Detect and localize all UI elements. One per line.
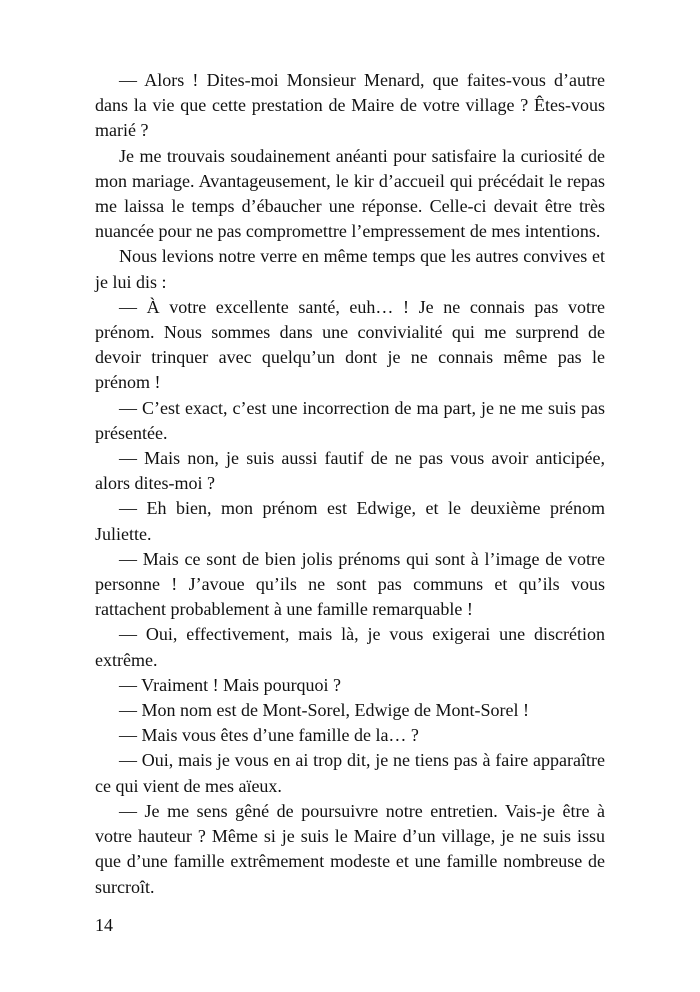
paragraph: — Vraiment ! Mais pourquoi ? — [119, 674, 342, 695]
paragraph: — Alors ! Dites-moi Monsieur Menard, que faites-vous d’autre dans la vie que cette prestation de Maire de votre village ? Êtes-vous marié ? — [95, 70, 605, 141]
paragraph: — Oui, effectivement, mais là, je vous exigerai une discrétion extrême. — [95, 624, 605, 670]
paragraph: Nous levions notre verre en même temps que les autres convives et je lui dis : — [95, 246, 605, 292]
paragraph: — Mon nom est de Mont-Sorel, Edwige de Mont-Sorel ! — [119, 700, 529, 721]
paragraph: — Eh bien, mon prénom est Edwige, et le deuxième prénom Juliette. — [95, 498, 605, 544]
paragraph: — Je me sens gêné de poursuivre notre entretien. Vais-je être à votre hauteur ? Même si je suis le Maire d’un village, je ne suis issu que d’une famille extrêmement modeste et une famille nombreuse de surcroît. — [95, 800, 605, 897]
page-body-text — [95, 68, 605, 900]
paragraph: — À votre excellente santé, euh… ! Je ne connais pas votre prénom. Nous sommes dans une convivialité qui me surprend de devoir trinquer avec quelqu’un dont je ne connais même pas le prénom ! — [95, 296, 605, 393]
page-number: 14 — [95, 915, 113, 935]
paragraph: — Mais non, je suis aussi fautif de ne pas vous avoir anticipée, alors dites-moi ? — [95, 448, 605, 494]
paragraph: — Oui, mais je vous en ai trop dit, je ne tiens pas à faire apparaître ce qui vient de mes aïeux. — [95, 750, 605, 796]
paragraph: — Mais vous êtes d’une famille de la… ? — [119, 725, 419, 746]
paragraph: — Mais ce sont de bien jolis prénoms qui sont à l’image de votre personne ! J’avoue qu’ils ne sont pas communs et qu’ils vous rattachent probablement à une famille remarquable ! — [95, 548, 605, 620]
paragraph: — C’est exact, c’est une incorrection de ma part, je ne me suis pas présentée. — [95, 397, 605, 443]
paragraph: Je me trouvais soudainement anéanti pour satisfaire la curiosité de mon mariage. Avantageusement, le kir d’accueil qui précédait le repas me laissa le temps d’ébaucher une réponse. Celle-ci devait être très nuancée pour ne pas compromettre l’empressement de mes intentions. — [95, 145, 605, 242]
